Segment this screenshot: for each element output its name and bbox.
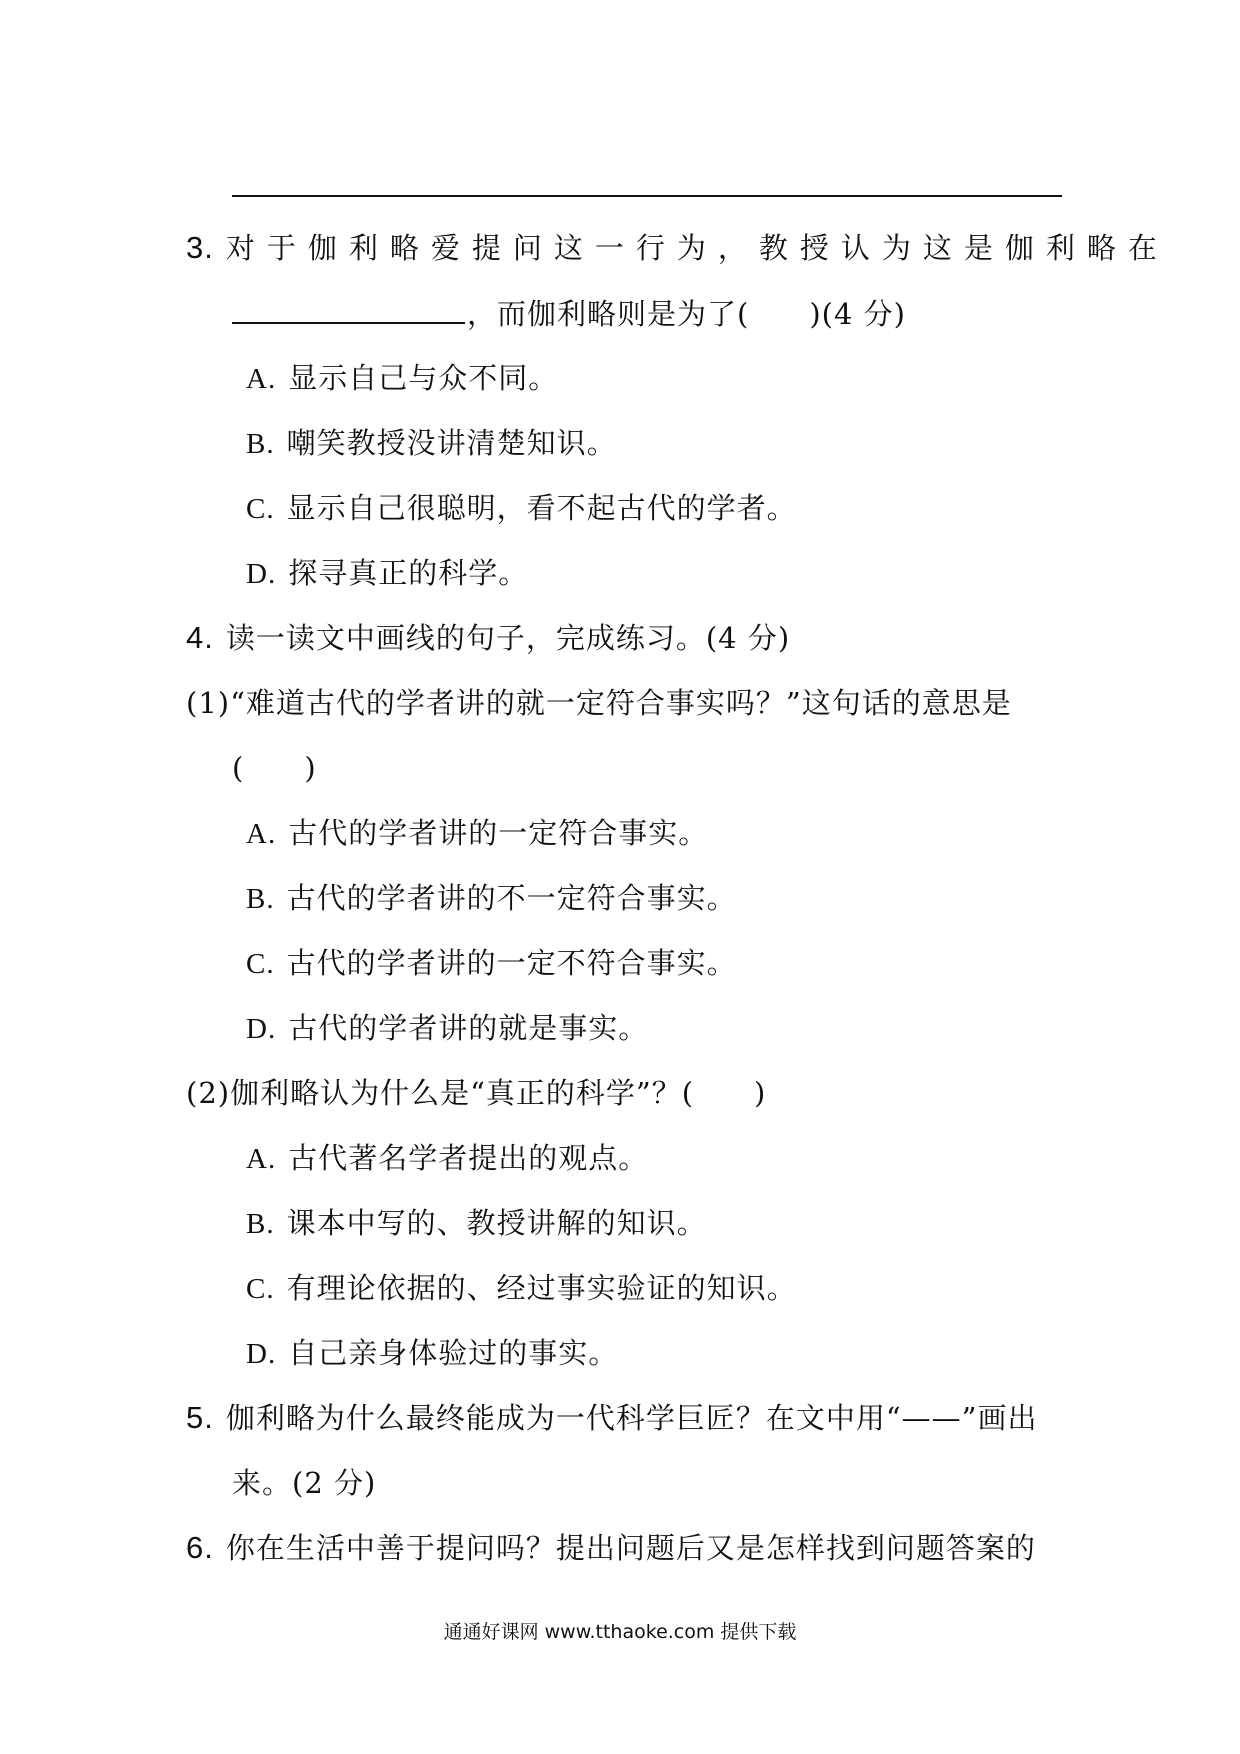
question-text: 你在生活中善于提问吗？提出问题后又是怎样找到问题答案的: [225, 1531, 1036, 1565]
option-text: 自己亲身体验过的事实。: [288, 1336, 619, 1370]
option-letter: B.: [246, 883, 275, 915]
option-text: 古代的学者讲的不一定符合事实。: [286, 881, 737, 915]
option-letter: C.: [246, 493, 275, 525]
option-text: 显示自己很聪明，看不起古代的学者。: [286, 491, 797, 525]
question-4-1: [186, 683, 1012, 723]
question-text: 对于伽利略爱提问这一行为，教授认为这是伽利略在: [225, 231, 1169, 265]
option-text: 显示自己与众不同。: [288, 361, 559, 395]
option-b[interactable]: [246, 423, 617, 464]
option-text: 有理论依据的、经过事实验证的知识。: [286, 1271, 797, 1305]
question-number: 4.: [186, 620, 214, 655]
option-a[interactable]: [246, 358, 558, 399]
option-b[interactable]: [246, 878, 737, 919]
question-5-line2: [232, 1463, 376, 1503]
question-text: 来。(2 分): [232, 1466, 377, 1500]
option-letter: B.: [246, 428, 275, 460]
option-letter: D.: [246, 558, 277, 590]
option-d[interactable]: [246, 1333, 618, 1374]
option-c[interactable]: [246, 943, 737, 984]
question-4-2: [186, 1073, 766, 1113]
option-d[interactable]: [246, 1008, 648, 1049]
question-3-line2: [232, 294, 906, 334]
answer-line: [232, 195, 1062, 197]
option-letter: D.: [246, 1013, 277, 1045]
option-text: 古代的学者讲的一定不符合事实。: [286, 946, 737, 980]
question-number: 3.: [186, 230, 214, 265]
option-text: 嘲笑教授没讲清楚知识。: [286, 426, 617, 460]
sub-question-text: “难道古代的学者讲的就一定符合事实吗？”这句话的意思是: [230, 686, 1012, 720]
question-3: [186, 228, 1169, 268]
question-text: 伽利略为什么最终能成为一代科学巨匠？在文中用“——”画出: [225, 1401, 1038, 1435]
option-text: 古代的学者讲的就是事实。: [288, 1011, 649, 1045]
option-letter: A.: [246, 1143, 277, 1175]
answer-paren-text: ( ): [232, 751, 317, 785]
option-text: 古代的学者讲的一定符合事实。: [288, 816, 709, 850]
question-number: 6.: [186, 1530, 214, 1565]
sub-question-text: 伽利略认为什么是“真正的科学”？( ): [230, 1076, 767, 1110]
answer-paren[interactable]: [232, 748, 317, 788]
fill-blank[interactable]: [232, 294, 465, 324]
option-letter: C.: [246, 948, 275, 980]
option-d[interactable]: [246, 553, 528, 594]
option-letter: C.: [246, 1273, 275, 1305]
footer-watermark: 通通好课网 www.tthaoke.com 提供下载: [443, 1621, 797, 1643]
option-text: 探寻真正的科学。: [288, 556, 529, 590]
option-letter: D.: [246, 1338, 277, 1370]
question-text: 读一读文中画线的句子，完成练习。(4 分): [225, 621, 791, 655]
option-c[interactable]: [246, 1268, 797, 1309]
question-number: 5.: [186, 1400, 214, 1435]
option-letter: A.: [246, 363, 277, 395]
sub-question-label: (1): [186, 686, 231, 720]
option-text: 课本中写的、教授讲解的知识。: [286, 1206, 707, 1240]
option-a[interactable]: [246, 1138, 648, 1179]
option-c[interactable]: [246, 488, 797, 529]
option-letter: B.: [246, 1208, 275, 1240]
question-4: [186, 618, 790, 658]
sub-question-label: (2): [186, 1076, 231, 1110]
question-5: [186, 1398, 1038, 1438]
option-letter: A.: [246, 818, 277, 850]
option-b[interactable]: [246, 1203, 707, 1244]
question-text: ，而伽利略则是为了( )(4 分): [467, 297, 906, 331]
option-a[interactable]: [246, 813, 708, 854]
question-6: [186, 1528, 1036, 1568]
option-text: 古代著名学者提出的观点。: [288, 1141, 649, 1175]
